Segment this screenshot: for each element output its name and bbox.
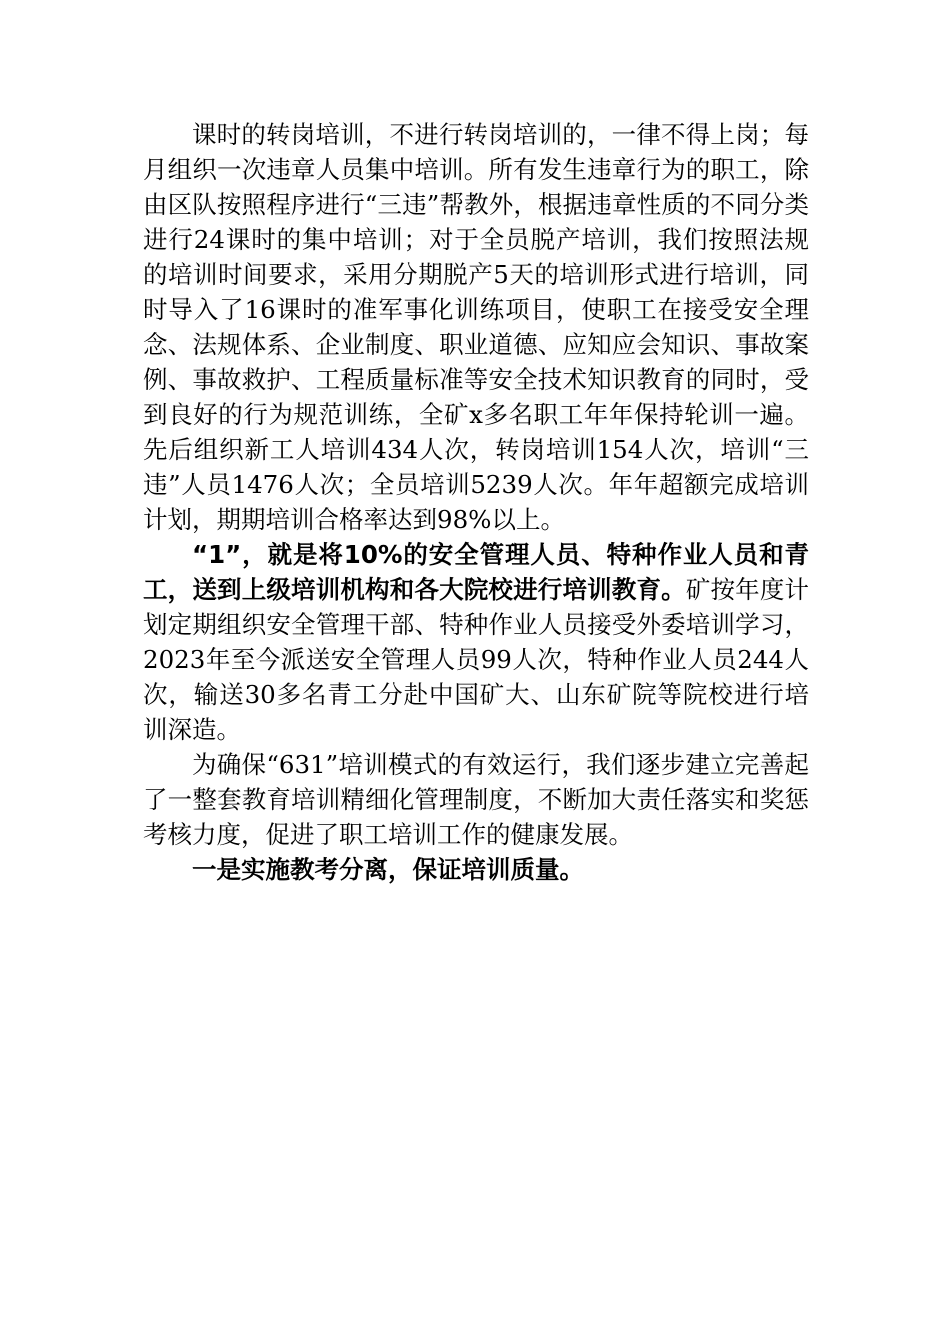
paragraph-2-text: 矿按年度计划定期组织安全管理干部、特种作业人员接受外委培训学习，2023年至今派送安全管理人员99人次，特种作业人员244人次，输送30多名青工分赴中国矿大、山东矿院等院校进行培训深造。	[143, 575, 810, 744]
paragraph-2-bold: “1”，就是将10%的安全管理人员、特种作业人员和青工，送到上级培训机构和各大院校进行培训教育。	[143, 540, 809, 604]
paragraph-2	[143, 537, 809, 747]
document-page	[143, 117, 809, 887]
paragraph-1	[143, 117, 809, 537]
paragraph-3	[143, 747, 809, 852]
paragraph-3-text: 为确保“631”培训模式的有效运行，我们逐步建立完善起了一整套教育培训精细化管理制度，不断加大责任落实和奖惩考核力度，促进了职工培训工作的健康发展。	[143, 750, 809, 849]
paragraph-4	[143, 852, 809, 887]
paragraph-1-text: 课时的转岗培训，不进行转岗培训的，一律不得上岗；每月组织一次违章人员集中培训。所有发生违章行为的职工，除由区队按照程序进行“三违”帮教外，根据违章性质的不同分类进行24课时的集中培训；对于全员脱产培训，我们按照法规的培训时间要求，采用分期脱产5天的培训形式进行培训，同时导入了16课时的准军事化训练项目，使职工在接受安全理念、法规体系、企业制度、职业道德、应知应会知识、事故案例、事故救护、工程质量标准等安全技术知识教育的同时，受到良好的行为规范训练，全矿x多名职工年年保持轮训一遍。先后组织新工人培训434人次，转岗培训154人次，培训“三违”人员1476人次；全员培训5239人次。年年超额完成培训计划，期期培训合格率达到98%以上。	[143, 120, 809, 534]
paragraph-4-bold: 一是实施教考分离，保证培训质量。	[192, 855, 584, 884]
